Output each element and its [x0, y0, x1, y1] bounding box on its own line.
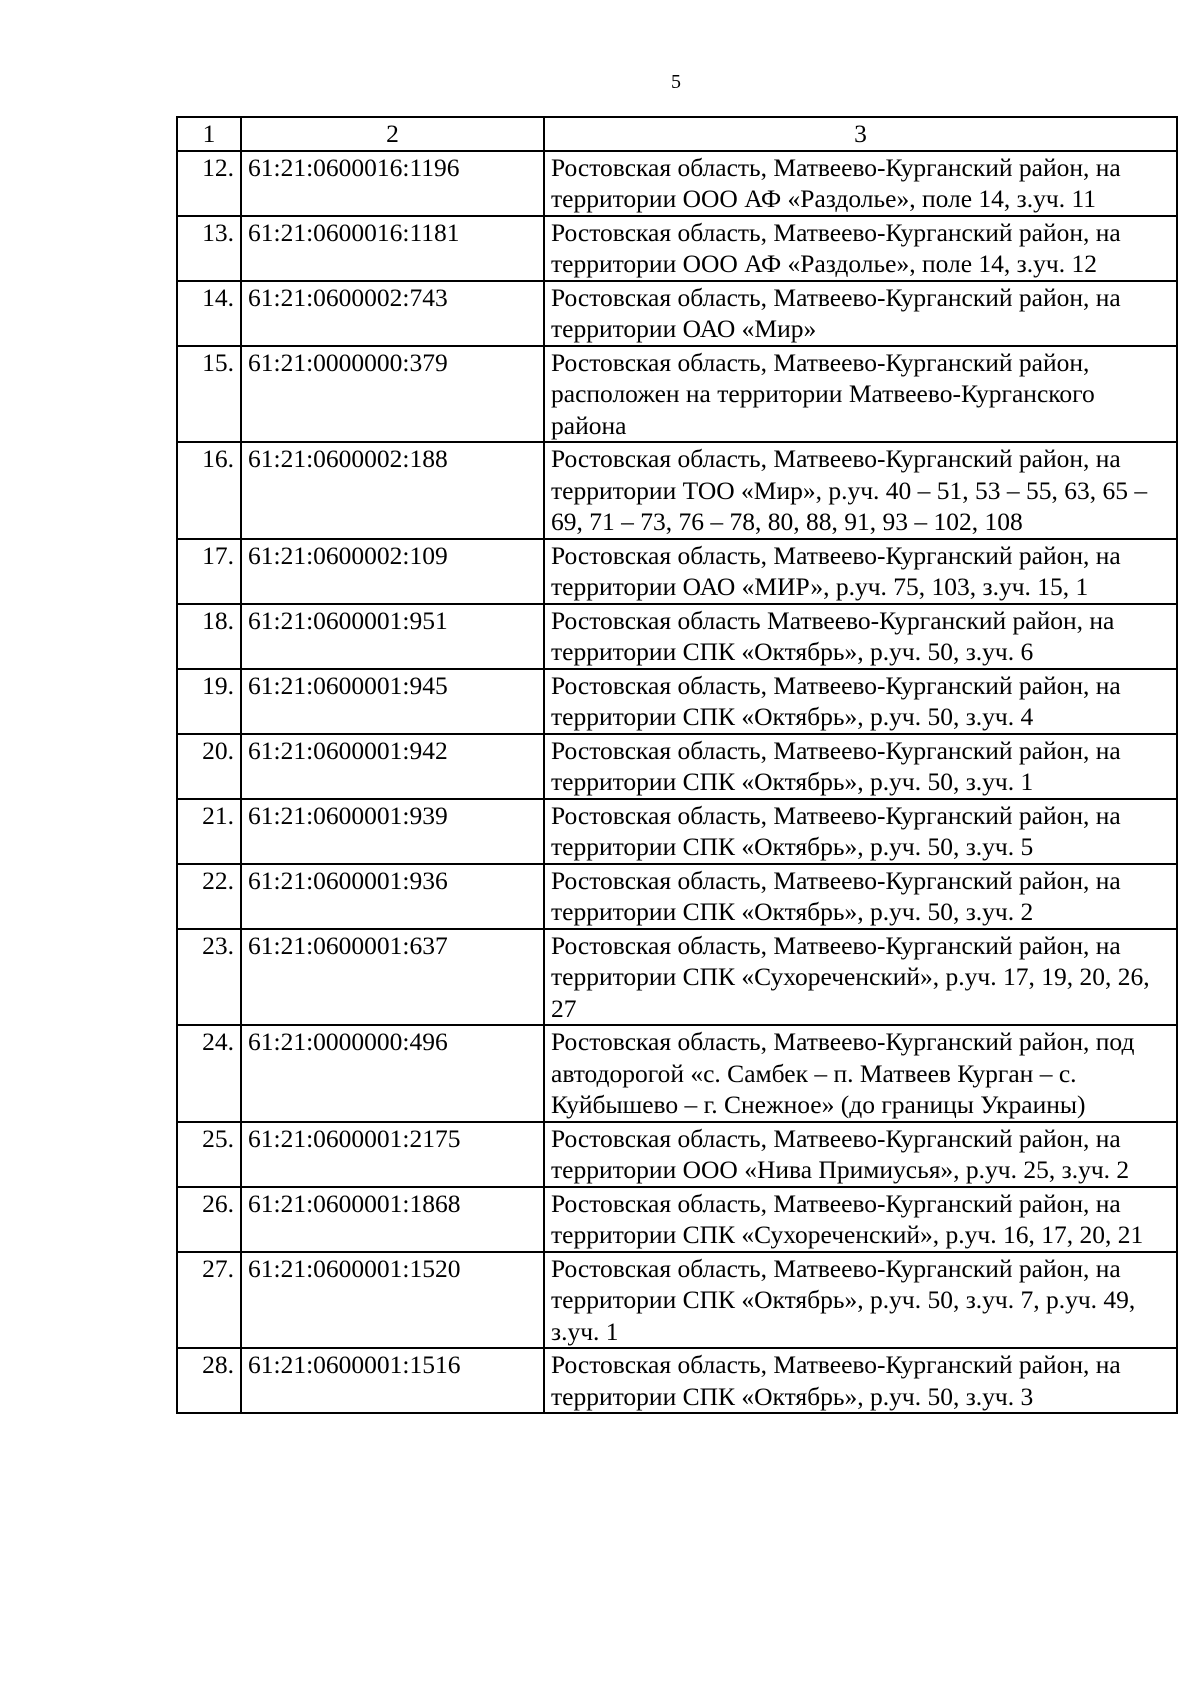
cadastral-number: 61:21:0600002:188 — [241, 442, 544, 539]
page-number: 5 — [671, 71, 681, 93]
table-row — [177, 929, 1177, 1026]
row-number: 24. — [177, 1025, 241, 1122]
location-address: Ростовская область, Матвеево-Курганский район, на территории ОАО «МИР», р.уч. 75, 103, з.уч. 15, 1 — [544, 539, 1177, 604]
location-address: Ростовская область Матвеево-Курганский район, на территории СПК «Октябрь», р.уч. 50, з.уч. 6 — [544, 604, 1177, 669]
row-number: 25. — [177, 1122, 241, 1187]
table-row — [177, 539, 1177, 604]
table-row — [177, 669, 1177, 734]
row-number: 20. — [177, 734, 241, 799]
cadastral-number: 61:21:0600016:1181 — [241, 216, 544, 281]
table-row — [177, 1348, 1177, 1413]
location-address: Ростовская область, Матвеево-Курганский район, на территории СПК «Сухореченский», р.уч. 16, 17, 20, 21 — [544, 1187, 1177, 1252]
location-address: Ростовская область, Матвеево-Курганский район, на территории ТОО «Мир», р.уч. 40 – 51, 53 – 55, 63, 65 – 69, 71 – 73, 76 – 78, 80, 88, 91, 93 – 102, 108 — [544, 442, 1177, 539]
location-address: Ростовская область, Матвеево-Курганский район, на территории СПК «Октябрь», р.уч. 50, з.уч. 3 — [544, 1348, 1177, 1413]
land-plots-table — [176, 116, 1178, 1414]
table-body — [177, 117, 1177, 1413]
row-number: 23. — [177, 929, 241, 1026]
location-address: Ростовская область, Матвеево-Курганский район, на территории ОАО «Мир» — [544, 281, 1177, 346]
table-row — [177, 1025, 1177, 1122]
location-address: Ростовская область, Матвеево-Курганский район, на территории ООО АФ «Раздолье», поле 14, з.уч. 11 — [544, 151, 1177, 216]
location-address: Ростовская область, Матвеево-Курганский район, на территории СПК «Октябрь», р.уч. 50, з.уч. 1 — [544, 734, 1177, 799]
header-cell-2: 2 — [241, 117, 544, 151]
row-number: 17. — [177, 539, 241, 604]
row-number: 27. — [177, 1252, 241, 1349]
table-row — [177, 216, 1177, 281]
location-address: Ростовская область, Матвеево-Курганский район, на территории СПК «Сухореченский», р.уч. 17, 19, 20, 26, 27 — [544, 929, 1177, 1026]
table-row — [177, 1122, 1177, 1187]
location-address: Ростовская область, Матвеево-Курганский район, на территории СПК «Октябрь», р.уч. 50, з.уч. 7, р.уч. 49, з.уч. 1 — [544, 1252, 1177, 1349]
cadastral-number: 61:21:0600001:945 — [241, 669, 544, 734]
row-number: 16. — [177, 442, 241, 539]
table-row — [177, 281, 1177, 346]
cadastral-number: 61:21:0000000:379 — [241, 346, 544, 443]
table-row — [177, 442, 1177, 539]
row-number: 12. — [177, 151, 241, 216]
cadastral-number: 61:21:0000000:496 — [241, 1025, 544, 1122]
row-number: 28. — [177, 1348, 241, 1413]
table-row — [177, 734, 1177, 799]
header-cell-3: 3 — [544, 117, 1177, 151]
cadastral-number: 61:21:0600001:936 — [241, 864, 544, 929]
cadastral-number: 61:21:0600001:939 — [241, 799, 544, 864]
row-number: 14. — [177, 281, 241, 346]
table-row — [177, 346, 1177, 443]
cadastral-number: 61:21:0600002:109 — [241, 539, 544, 604]
row-number: 18. — [177, 604, 241, 669]
cadastral-number: 61:21:0600001:637 — [241, 929, 544, 1026]
cadastral-number: 61:21:0600001:2175 — [241, 1122, 544, 1187]
location-address: Ростовская область, Матвеево-Курганский район, на территории СПК «Октябрь», р.уч. 50, з.уч. 5 — [544, 799, 1177, 864]
row-number: 26. — [177, 1187, 241, 1252]
table-row — [177, 799, 1177, 864]
row-number: 13. — [177, 216, 241, 281]
table-row — [177, 1252, 1177, 1349]
cadastral-number: 61:21:0600001:1868 — [241, 1187, 544, 1252]
header-cell-1: 1 — [177, 117, 241, 151]
location-address: Ростовская область, Матвеево-Курганский район, на территории СПК «Октябрь», р.уч. 50, з.уч. 2 — [544, 864, 1177, 929]
cadastral-number: 61:21:0600001:1516 — [241, 1348, 544, 1413]
table-header-row — [177, 117, 1177, 151]
table-row — [177, 151, 1177, 216]
location-address: Ростовская область, Матвеево-Курганский район, расположен на территории Матвеево-Курганского района — [544, 346, 1177, 443]
row-number: 22. — [177, 864, 241, 929]
cadastral-number: 61:21:0600016:1196 — [241, 151, 544, 216]
location-address: Ростовская область, Матвеево-Курганский район, на территории ООО АФ «Раздолье», поле 14, з.уч. 12 — [544, 216, 1177, 281]
row-number: 21. — [177, 799, 241, 864]
cadastral-number: 61:21:0600002:743 — [241, 281, 544, 346]
cadastral-number: 61:21:0600001:951 — [241, 604, 544, 669]
location-address: Ростовская область, Матвеево-Курганский район, на территории СПК «Октябрь», р.уч. 50, з.уч. 4 — [544, 669, 1177, 734]
cadastral-number: 61:21:0600001:942 — [241, 734, 544, 799]
location-address: Ростовская область, Матвеево-Курганский район, под автодорогой «с. Самбек – п. Матвеев Курган – с. Куйбышево – г. Снежное» (до границы Украины) — [544, 1025, 1177, 1122]
location-address: Ростовская область, Матвеево-Курганский район, на территории ООО «Нива Примиусья», р.уч. 25, з.уч. 2 — [544, 1122, 1177, 1187]
table-row — [177, 864, 1177, 929]
table-row — [177, 1187, 1177, 1252]
cadastral-number: 61:21:0600001:1520 — [241, 1252, 544, 1349]
table-row — [177, 604, 1177, 669]
row-number: 15. — [177, 346, 241, 443]
row-number: 19. — [177, 669, 241, 734]
